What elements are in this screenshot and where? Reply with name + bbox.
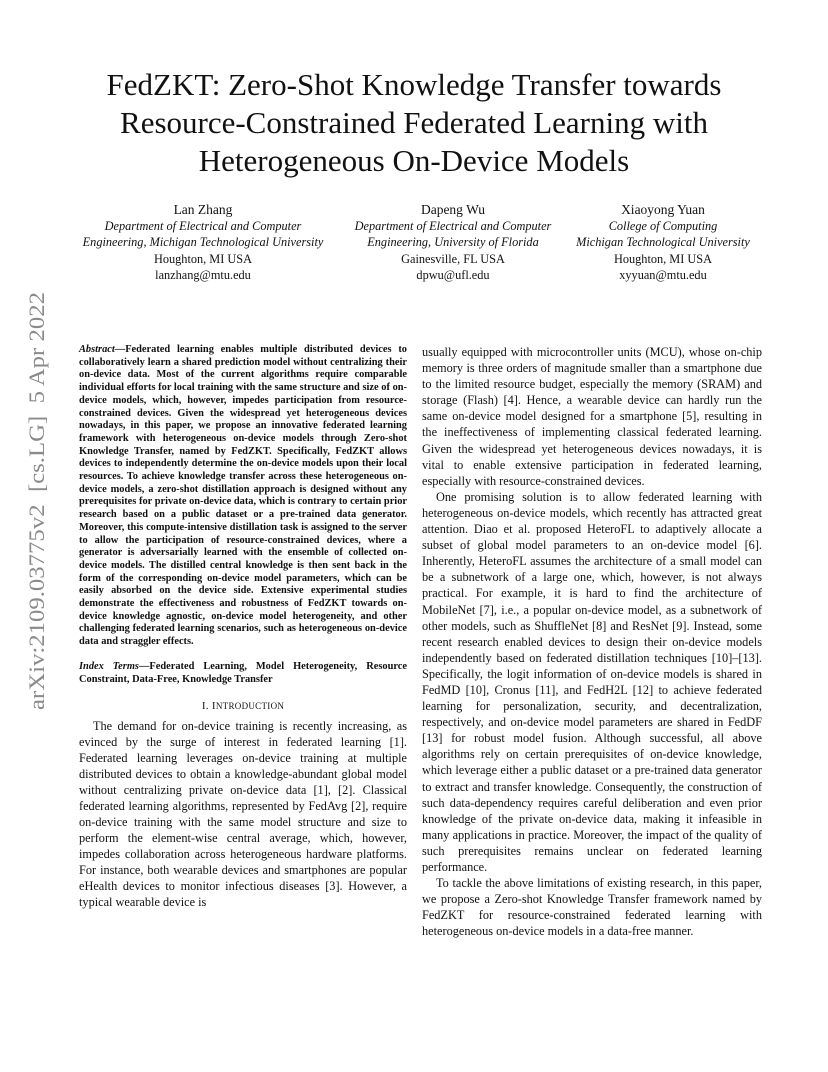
arxiv-identifier-text: arXiv:2109.03775v2 [cs.LG] 5 Apr 2022 xyxy=(24,330,49,710)
title-line: Resource-Constrained Federated Learning with xyxy=(120,105,708,140)
body-paragraph: To tackle the above limitations of existing research, in this paper, we propose a Zero-shot Knowledge Transfer framework named by FedZKT for resource-constrained federated learning with heterogeneous on-device models in a data-free manner. xyxy=(422,876,762,939)
index-terms xyxy=(79,661,407,686)
paper-title xyxy=(70,66,758,180)
author-affiliation: Engineering, Michigan Technological University xyxy=(82,235,324,250)
author-email: lanzhang@mtu.edu xyxy=(155,268,251,283)
body-paragraph: One promising solution is to allow federated learning with heterogeneous on-device models, which recently has attracted great attention. Diao et al. proposed HeteroFL to adaptively allocate a subset of global model parameters to an on-device model [6]. Inherently, HeteroFL assumes the architecture of a small model can be a subnetwork of a large one, which, however, is not always practical. For example, it is hard to find the architecture of MobileNet [7], i.e., a popular on-device model, as a subnetwork of other models, such as ShuffleNet [8] and ResNet [9]. Instead, some recent research enabled devices to design their on-device models independently based on federated distillation techniques [10]–[13]. Specifically, the logit information of on-device models is shared in FedMD [10], Cronus [11], and FedH2L [12] to achieve federated learning for personalization, security, and decentralization, respectively, and on-device model parameters are shared in FedDF [13] for robust model fusion. Although successful, all above algorithms rely on certain prerequisites of on-device knowledge, which leverage either a public dataset or a pre-trained data generator to extract and transfer knowledge. Consequently, the construction of such data-dependency requires careful deliberation and even prior knowledge of the private on-device data, making it infeasible in many applications in practice. Moreover, the impact of the quality of such prerequisites remains unclear on federated learning performance. xyxy=(422,489,762,874)
author-email: xyyuan@mtu.edu xyxy=(619,268,707,283)
author-block xyxy=(0,201,828,289)
author-affiliation: College of Computing xyxy=(608,219,718,233)
author-dapeng-wu xyxy=(333,201,573,284)
author-location: Houghton, MI USA xyxy=(613,251,713,266)
title-line: FedZKT: Zero-Shot Knowledge Transfer towards xyxy=(106,67,722,102)
author-location: Houghton, MI USA xyxy=(153,251,253,266)
author-name: Dapeng Wu xyxy=(420,202,486,217)
section-numeral: I. xyxy=(201,700,209,713)
left-column xyxy=(79,344,407,910)
author-lan-zhang xyxy=(58,201,348,284)
section-heading-introduction xyxy=(79,700,407,712)
arxiv-identifier xyxy=(20,292,52,710)
author-affiliation: Michigan Technological University xyxy=(576,235,750,250)
author-affiliation: Department of Electrical and Computer xyxy=(104,219,302,233)
abstract-text: —Federated learning enables multiple distributed devices to collaboratively learn a shared prediction model without centralizing their on-device data. Most of the current algorithms require comparable individual efforts for local training with the same structure and size of on-device models, which, however, impedes participation from resource-constrained devices. Given the widespread yet heterogeneous devices nowadays, in this paper, we propose an innovative federated learning framework with heterogeneous on-device models through Zero-shot Knowledge Transfer, named by FedZKT. Specifically, FedZKT allows devices to independently determine the on-device models upon their local resources. To achieve knowledge transfer across these heterogeneous on-device models, a zero-shot distillation approach is designed without any prerequisites for private on-device data, which is contrary to certain prior research based on a public dataset or a pre-trained data generator. Moreover, this compute-intensive distillation task is assigned to the server to allow the participation of resource-constrained devices, where a generator is adversarially learned with the ensemble of collected on-device models. The distilled central knowledge is then sent back in the form of the corresponding on-device model parameters, which can be easily absorbed on the device side. Extensive experimental studies demonstrate the effectiveness and robustness of FedZKT towards on-device knowledge agnostic, on-device model heterogeneity, and other challenging federated learning scenarios, such as heterogeneous on-device data and straggler effects. xyxy=(79,344,407,648)
author-name: Lan Zhang xyxy=(173,202,233,217)
author-location: Gainesville, FL USA xyxy=(401,251,505,266)
abstract-label: Abstract xyxy=(79,344,115,355)
right-column xyxy=(422,344,762,939)
index-terms-label: Index Terms xyxy=(79,660,139,672)
index-terms-text: —Federated Learning, Model Heterogeneity, Resource Constraint, Data-Free, Knowledge Transfer xyxy=(79,660,407,685)
body-paragraph: usually equipped with microcontroller units (MCU), whose on-chip memory is three orders of magnitude smaller than a smartphone due to the limited resource budget, especially the memory (SRAM) and storage (Flash) [4]. Hence, a wearable device can hardly run the same on-device model designed for a smartphone [5], resulting in the ineffectiveness of implementing classical federated learning. Given the widespread yet heterogeneous devices nowadays, it is vital to enable extensive participation in federated learning, especially with resource-constrained devices. xyxy=(422,345,762,488)
section-title-rest: NTRODUCTION xyxy=(215,701,285,712)
author-affiliation: Engineering, University of Florida xyxy=(367,235,539,250)
title-line: Heterogeneous On-Device Models xyxy=(198,143,630,178)
author-affiliation: Department of Electrical and Computer xyxy=(354,219,552,233)
intro-paragraph: The demand for on-device training is recently increasing, as evinced by the surge of interest in federated learning [1]. Federated learning leverages on-device training at multiple distributed devices to obtain a knowledge-abundant global model without centralizing private on-device data [1], [2]. Classical federated learning algorithms, represented by FedAvg [2], require on-device training with the same model structure and size to perform the element-wise central average, which, however, impedes collaboration across heterogeneous hardware platforms. For instance, both wearable devices and smartphones are popular eHealth devices to monitor infectious diseases [3]. However, a typical wearable device is xyxy=(79,719,407,910)
author-email: dpwu@ufl.edu xyxy=(416,268,490,283)
author-name: Xiaoyong Yuan xyxy=(621,202,705,217)
author-xiaoyong-yuan xyxy=(558,201,768,284)
section-initial: I xyxy=(211,700,216,713)
abstract xyxy=(79,344,407,649)
